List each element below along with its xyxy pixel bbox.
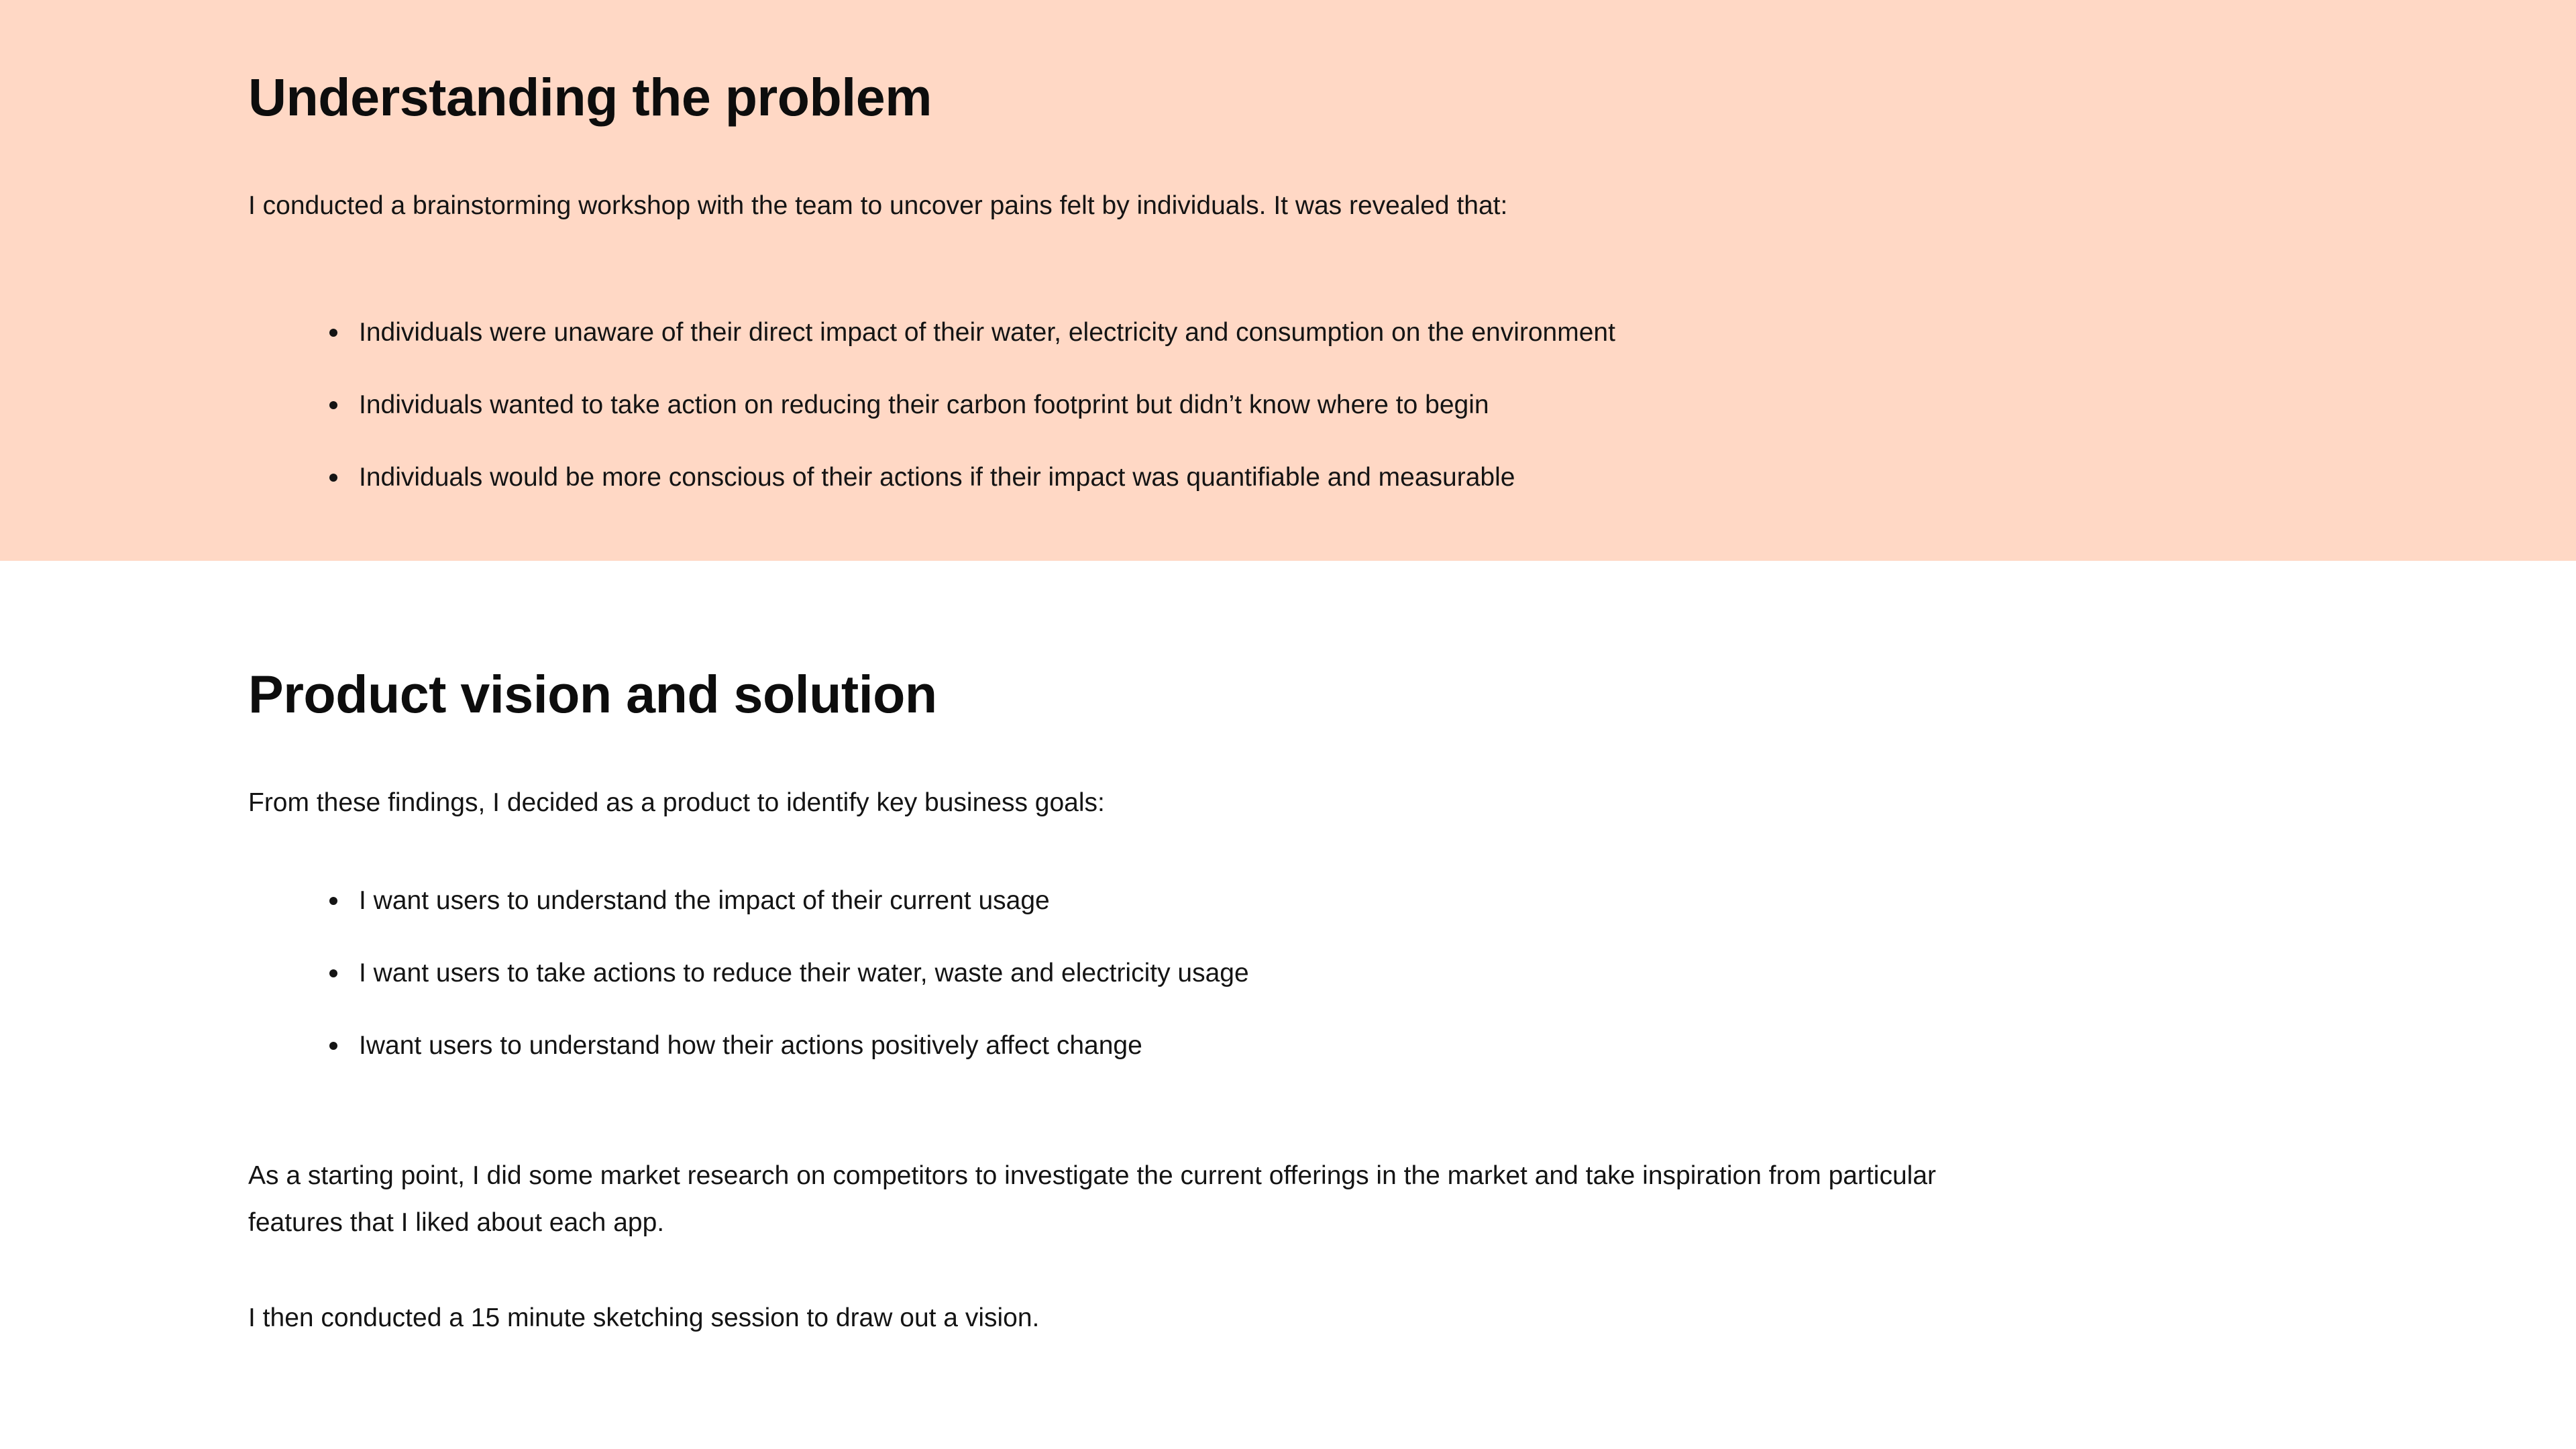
- goal-text: Iwant users to understand how their actions positively affect change: [359, 1031, 1142, 1060]
- vision-section: [0, 561, 2576, 1449]
- finding-text: Individuals wanted to take action on reducing their carbon footprint but didn’t know where to begin: [359, 390, 1489, 419]
- finding-item: [359, 389, 2059, 421]
- finding-text: Individuals would be more conscious of their actions if their impact was quantifiable and measurable: [359, 463, 1515, 492]
- findings-list: [248, 317, 2059, 494]
- finding-text: Individuals were unaware of their direct impact of their water, electricity and consumption on the environment: [359, 318, 1615, 347]
- goal-item: [359, 1030, 2059, 1062]
- vision-intro: From these findings, I decided as a product to identify key business goals:: [248, 788, 1105, 817]
- goal-item: [359, 957, 2059, 989]
- problem-intro-block: [248, 182, 2059, 229]
- goals-list: [248, 885, 2059, 1062]
- market-research-text: As a starting point, I did some market research on competitors to investigate the current offerings in the market and take inspiration from particular features that I liked about each app.: [248, 1161, 1936, 1237]
- goal-text: I want users to understand the impact of their current usage: [359, 886, 1050, 915]
- goal-item: [359, 885, 2059, 917]
- market-research-block: [248, 1152, 2019, 1246]
- bullet-icon: [329, 897, 337, 905]
- finding-item: [359, 462, 2059, 494]
- vision-intro-block: [248, 780, 2059, 826]
- bullet-icon: [329, 329, 337, 337]
- problem-content: [248, 66, 2059, 129]
- bullet-icon: [329, 1042, 337, 1050]
- bullet-icon: [329, 474, 337, 482]
- vision-goals-block: [248, 885, 2059, 1062]
- goal-text: I want users to take actions to reduce their water, waste and electricity usage: [359, 959, 1249, 987]
- problem-heading: Understanding the problem: [248, 67, 932, 127]
- problem-intro: I conducted a brainstorming workshop with the team to uncover pains felt by individuals. It was revealed that:: [248, 191, 1508, 220]
- vision-heading: Product vision and solution: [248, 664, 937, 724]
- bullet-icon: [329, 401, 337, 409]
- problem-section: [0, 0, 2576, 561]
- bullet-icon: [329, 969, 337, 977]
- vision-heading-block: [248, 663, 2059, 727]
- sketching-text: I then conducted a 15 minute sketching session to draw out a vision.: [248, 1303, 1040, 1332]
- finding-item: [359, 317, 2059, 349]
- problem-findings-block: [248, 317, 2059, 494]
- sketching-block: [248, 1295, 2059, 1342]
